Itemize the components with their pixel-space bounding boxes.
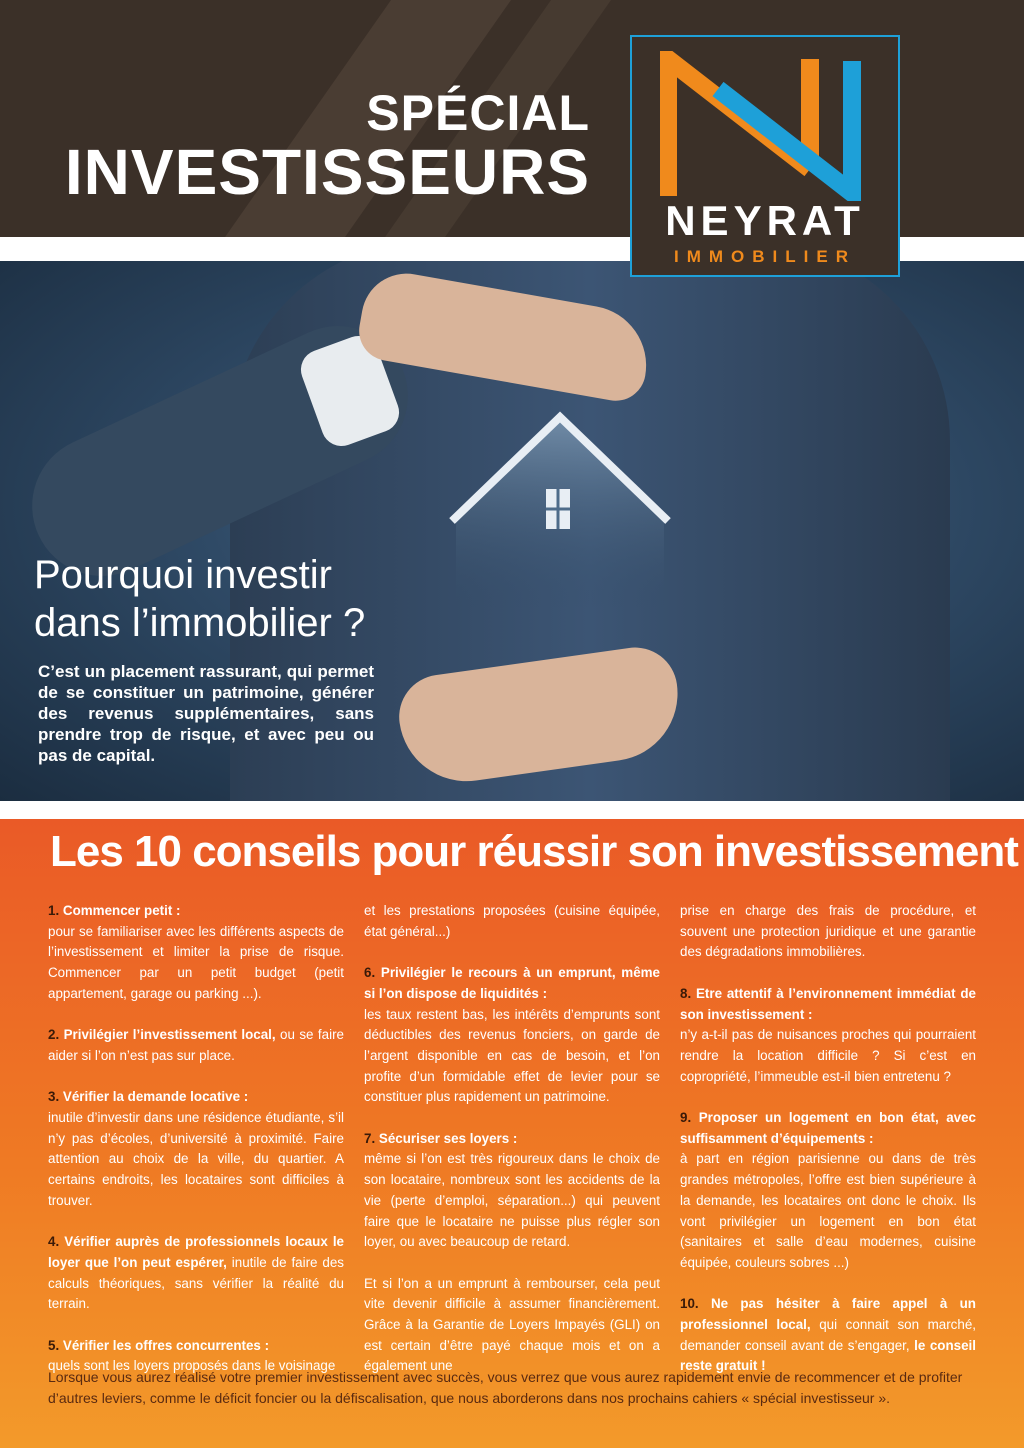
logo-subtitle: IMMOBILIER [674, 247, 856, 266]
tip-body: à part en région parisienne ou dans de très grandes métropoles, l’offre est bien supérieure à la demande, les locataires ont donc le choix. Ils vont privilégier un logement en bon état (sanitaires et salle d’eau modernes, cuisine équipée, couleurs sobres ...) [680, 1151, 976, 1270]
tips-title: Les 10 conseils pour réussir son investissement [50, 827, 1018, 876]
hero-intro-text: C’est un placement rassurant, qui permet de se constituer un patrimoine, générer des revenus supplémentaires, sans prendre trop de risque, et avec peu ou pas de capital. [38, 662, 374, 765]
tip-heading: Ne pas hésiter à faire appel à un professionnel local, [680, 1296, 976, 1333]
tip-body: pour se familiariser avec les différents aspects de l’investissement et limiter la prise de risque. Commencer par un petit budget (petit appartement, garage ou parking ...). [48, 923, 344, 1001]
tip-8 [680, 984, 976, 1088]
tip-number: 5. [48, 1337, 60, 1353]
tip-6 [364, 963, 660, 1108]
neyrat-n-logo-icon [660, 51, 872, 201]
tip-3 [48, 1087, 344, 1211]
tip-body: même si l’on est très rigoureux dans le choix de son locataire, nombreux sont les accidents de la vie (perte d’emploi, séparation...) qui peuvent faire que le locataire ne puisse plus régler son loyer, ou avec beaucoup de retard. [364, 1151, 660, 1250]
tip-9 [680, 1108, 976, 1274]
header-title-line1: SPÉCIAL [366, 85, 590, 141]
tip-7-continued: prise en charge des frais de procédure, et souvent une protection juridique et une garantie des dégradations immobilières. [680, 903, 976, 960]
tip-body: n’y a-t-il pas de nuisances proches qui pourraient rendre la location difficile ? Si c’est en copropriété, l’immeuble est-il bien entretenu ? [680, 1027, 976, 1084]
tip-number: 3. [48, 1089, 60, 1105]
tip-2 [48, 1025, 344, 1066]
hero-title-line2: dans l’immobilier ? [34, 601, 366, 645]
tip-number: 1. [48, 903, 60, 918]
hero-image [0, 261, 1024, 801]
tip-heading: Vérifier auprès de professionnels locaux le loyer que l’on peut espérer, [48, 1234, 344, 1270]
tip-number: 8. [680, 985, 692, 1001]
tip-7 [364, 1129, 660, 1253]
tip-body: qui connait son marché, demander conseil avant de s’engager, [680, 1317, 976, 1353]
tip-number: 10. [680, 1296, 699, 1312]
tip-number: 6. [364, 965, 376, 981]
tip-number: 2. [48, 1027, 60, 1043]
tip-heading: Vérifier la demande locative : [62, 1089, 249, 1105]
tip-body: inutile d’investir dans une résidence étudiante, s’il n’y pas d’écoles, d’université à proximité. Faire attention au choix de la ville, du quartier. A certains endroits, les locataires sont difficiles à trouver. [48, 1110, 344, 1208]
divider [0, 801, 1024, 819]
tips-column-1 [48, 901, 344, 1398]
tip-5-continued: et les prestations proposées (cuisine équipée, état général...) [364, 903, 660, 939]
tip-body: ou se faire aider si l’on n’est pas sur place. [48, 1027, 344, 1063]
tip-heading: Sécuriser ses loyers : [378, 1130, 518, 1146]
tip-heading: Privilégier le recours à un emprunt, même si l’on dispose de liquidités : [364, 965, 660, 1001]
tip-conclusion: le conseil reste gratuit ! [680, 1337, 976, 1374]
closing-paragraph: Lorsque vous aurez réalisé votre premier investissement avec succès, vous verrez que vous aurez rapidement envie de recommencer et de profiter d’autres leviers, comme le déficit foncier ou la défiscalisation, que nous aborderons dans nos prochains cahiers « spécial investisseur ». [48, 1369, 963, 1406]
house-icon [448, 409, 672, 609]
hero-title-line1: Pourquoi investir [34, 553, 332, 597]
tip-4 [48, 1232, 344, 1315]
tip-heading: Etre attentif à l’environnement immédiat de son investissement : [680, 985, 976, 1022]
header-title-line2: INVESTISSEURS [64, 136, 590, 208]
tip-1 [48, 901, 344, 1005]
tip-body: les taux restent bas, les intérêts d’emprunts sont déductibles des revenus fonciers, on garde de l’argent disponible en cas de besoin, et l’on profite d’un formidable effet de levier pour se constituer plus rapidement un patrimoine. [364, 1006, 660, 1105]
tip-number: 7. [364, 1130, 376, 1146]
tip-heading: Privilégier l’investissement local, [63, 1027, 276, 1043]
tip-number: 9. [680, 1110, 692, 1125]
tip-10 [680, 1294, 976, 1377]
tips-column-3 [680, 901, 976, 1398]
tips-column-2 [364, 901, 660, 1398]
neyrat-logo[interactable] [630, 35, 900, 277]
tip-body: quels sont les loyers proposés dans le voisinage [48, 1358, 336, 1374]
tip-heading: Vérifier les offres concurrentes : [62, 1337, 270, 1353]
tip-heading: Commencer petit : [62, 903, 181, 918]
tip-7-extra: Et si l’on a un emprunt à rembourser, cela peut vite devenir difficile à assumer financièrement. Grâce à la Garantie de Loyers Impayés (GLI) on est certain d’être payé chaque mois et on a également une [364, 1275, 660, 1374]
tips-section [0, 819, 1024, 1448]
tip-body: inutile de faire des calculs théoriques, sans vérifier la réalité du terrain. [48, 1254, 344, 1312]
tip-number: 4. [48, 1234, 60, 1250]
logo-name: NEYRAT [665, 197, 865, 244]
tip-heading: Proposer un logement en bon état, avec suffisamment d’équipements : [680, 1110, 976, 1146]
hero-title [34, 551, 365, 647]
